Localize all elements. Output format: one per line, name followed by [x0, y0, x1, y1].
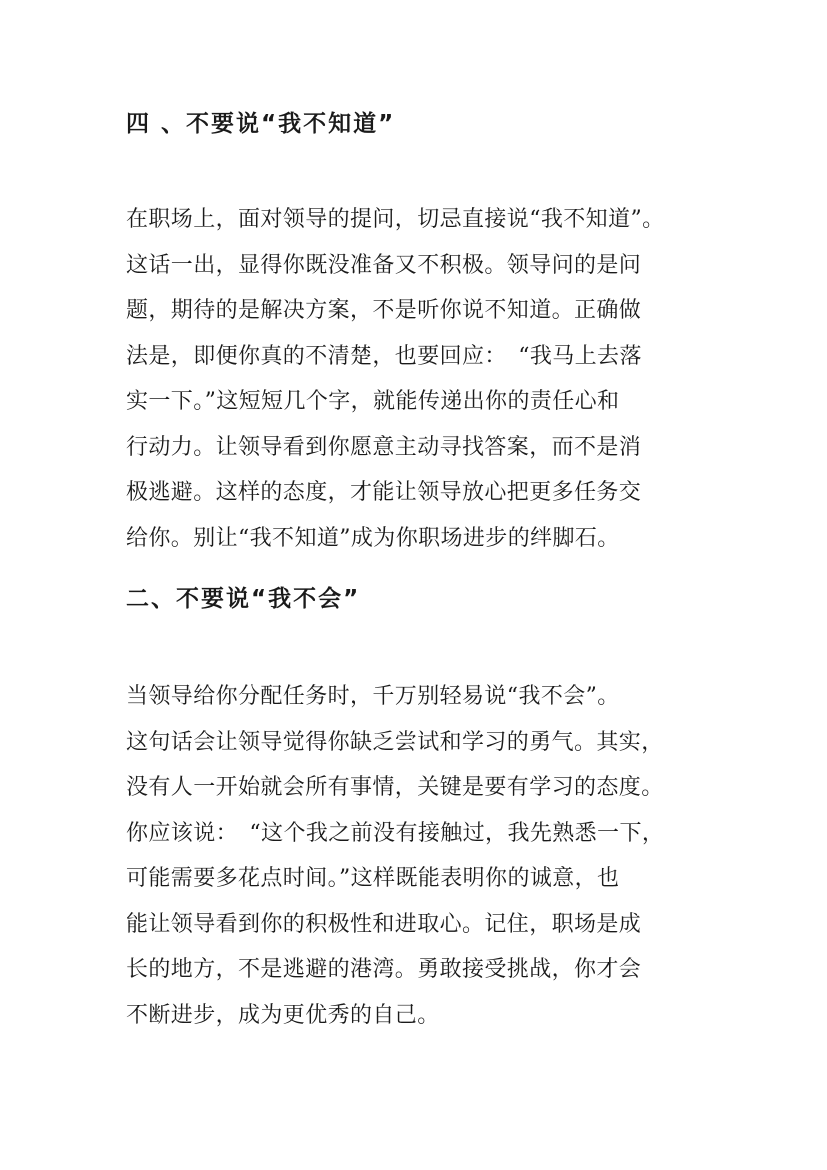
paragraph-line: 法是，即便你真的不清楚，也要回应： “我马上去落 [126, 343, 642, 369]
paragraph-line: 极逃避。这样的态度，才能让领导放心把更多任务交 [126, 480, 642, 505]
paragraph-line: 题，期待的是解决方案，不是听你说不知道。正确做 [126, 298, 642, 323]
paragraph-line: 在职场上，面对领导的提问，切忌直接说“我不知道”。 [126, 207, 665, 232]
section-paragraph-1 [126, 197, 726, 561]
paragraph-line: 没有人一开始就会所有事情，关键是要有学习的态度。 [126, 775, 664, 800]
section-paragraph-2 [126, 674, 726, 1038]
paragraph-line: 实一下。”这短短几个字，就能传递出你的责任心和 [126, 389, 620, 414]
paragraph-line: 可能需要多花点时间。”这样既能表明你的诚意，也 [126, 866, 620, 891]
paragraph-line: 你应该说： “这个我之前没有接触过，我先熟悉一下， [126, 820, 665, 846]
paragraph-line: 这话一出，显得你既没准备又不积极。领导问的是问 [126, 252, 642, 278]
section-heading-2: 二、不要说“我不会” [126, 586, 361, 612]
paragraph-line: 给你。别让“我不知道”成为你职场进步的绊脚石。 [126, 525, 620, 551]
paragraph-line: 这句话会让领导觉得你缺乏尝试和学习的勇气。其实， [126, 729, 664, 755]
paragraph-line: 能让领导看到你的积极性和进取心。记住，职场是成 [126, 911, 642, 937]
paragraph-line: 不断进步，成为更优秀的自己。 [126, 1002, 440, 1028]
paragraph-line: 行动力。让领导看到你愿意主动寻找答案，而不是消 [126, 434, 642, 460]
section-heading-1: 四 、不要说“我不知道” [126, 111, 396, 137]
paragraph-line: 当领导给你分配任务时，千万别轻易说“我不会”。 [126, 684, 620, 709]
paragraph-line: 长的地方，不是逃避的港湾。勇敢接受挑战，你才会 [126, 957, 642, 982]
